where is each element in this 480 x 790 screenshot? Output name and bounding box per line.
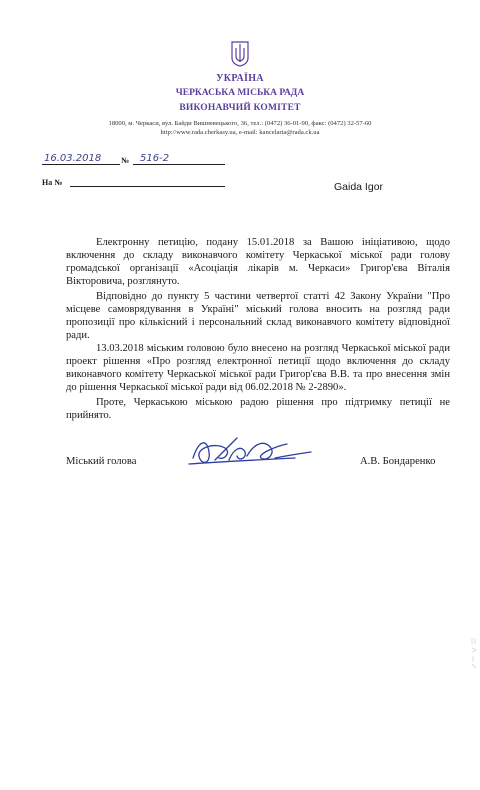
reg-number: 516-2 [140,153,170,164]
header-committee: ВИКОНАВЧИЙ КОМІТЕТ [179,103,301,113]
incoming-ref-line [70,186,225,187]
paragraph-2: Відповідно до пункту 5 частини четвертої статті 42 Закону України "Про місцеве самоврядування в Україні" міський голова вносить на розгляд ради пропозиції про кількісний і персональний склад виконавчого комітету відповідної ради. [66,291,450,341]
reg-number-label: № [121,156,130,165]
signatory-title: Міський голова [66,456,137,467]
signatory-name: А.В. Бондаренко [360,456,436,467]
header-address: 18000, м. Черкаси, вул. Байди Вишневецького, 36, тел.: (0472) 36-01-90, факс: (0472) 32-57-60 [108,120,372,127]
reg-date-line [42,164,120,165]
handwritten-signature [185,430,325,475]
paragraph-1: Електронну петицію, подану 15.01.2018 за Вашою ініціативою, щодо включення до складу виконавчого комітету Черкаської міської ради голову громадської організації «Асоціація лікарів м. Черкаси» Григор'єва Віталія Вікторовича, розглянуто. [66,237,450,287]
addressee: Gaida Igor [334,181,384,193]
paragraph-3: 13.03.2018 міським головою було внесено на розгляд Черкаської міської ради проект рішення «Про розгляд електронної петиції щодо включення до складу виконавчого комітету Черкаської міської ради Григор'єва В.В. та про внесення змін до рішення Черкаської міської ради від 06.02.2018 № 2-2890». [66,343,450,393]
paragraph-4: Проте, Черкаською міською радою рішення про підтримку петиції не прийнято. [66,397,450,421]
faint-stamp-mark [470,636,478,670]
reg-number-line [133,164,225,165]
incoming-ref-label: На № [42,178,63,187]
header-web: http://www.rada.cherkasy.ua, e-mail: kancelaria@rada.ck.ua [160,129,320,136]
trident-emblem-icon [230,40,250,68]
reg-date: 16.03.2018 [44,153,102,164]
header-council: ЧЕРКАСЬКА МІСЬКА РАДА [175,88,305,98]
header-country: УКРАЇНА [216,73,264,84]
